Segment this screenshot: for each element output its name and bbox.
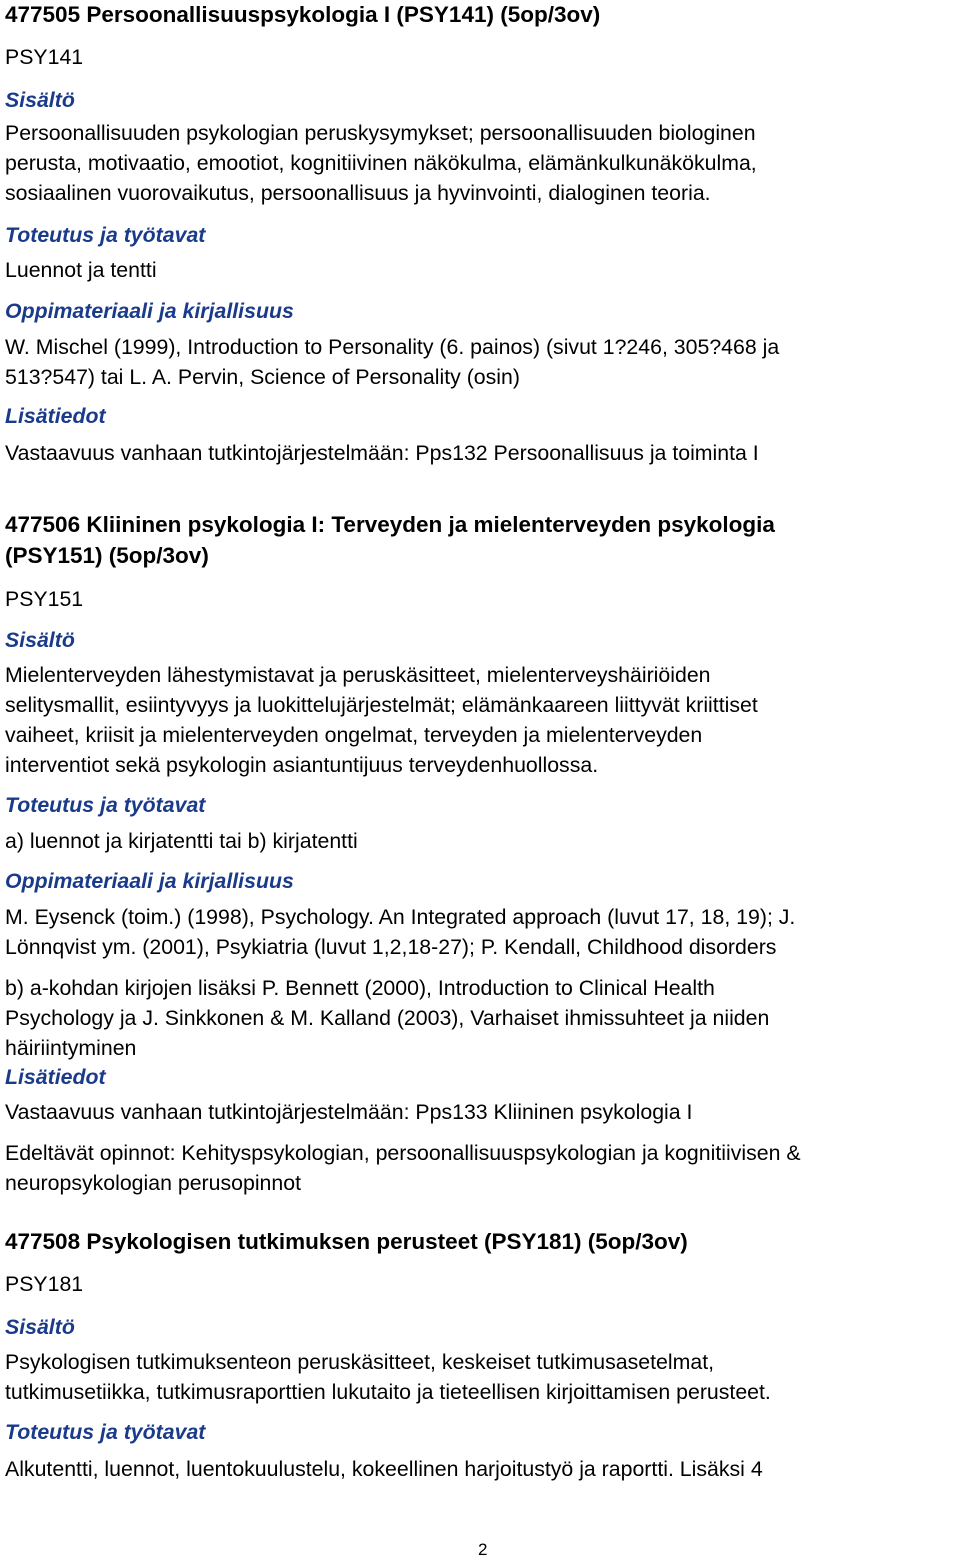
content-line: Persoonallisuuden psykologian peruskysymykset; persoonallisuuden biologinen: [5, 121, 756, 145]
implementation-line: Luennot ja tentti: [5, 258, 157, 282]
section-heading-content: Sisältö: [5, 628, 75, 652]
materials-line: W. Mischel (1999), Introduction to Personality (6. painos) (sivut 1?246, 305?468 ja: [5, 335, 780, 359]
content-line: perusta, motivaatio, emootiot, kognitiivinen näkökulma, elämänkulkunäkökulma,: [5, 151, 757, 175]
implementation-line: Alkutentti, luennot, luentokuulustelu, kokeellinen harjoitustyö ja raportti. Lisäksi 4: [5, 1457, 763, 1481]
info-line: Vastaavuus vanhaan tutkintojärjestelmään: Pps132 Persoonallisuus ja toiminta I: [5, 441, 759, 465]
materials-line: Lönnqvist ym. (2001), Psykiatria (luvut 1,2,18-27); P. Kendall, Childhood disorders: [5, 935, 777, 959]
section-heading-info: Lisätiedot: [5, 1065, 106, 1089]
section-heading-info: Lisätiedot: [5, 404, 106, 428]
section-heading-materials: Oppimateriaali ja kirjallisuus: [5, 299, 294, 323]
section-heading-content: Sisältö: [5, 88, 75, 112]
course-code: PSY141: [5, 45, 84, 69]
info-line: neuropsykologian perusopinnot: [5, 1171, 302, 1195]
course-title: 477506 Kliininen psykologia I: Terveyden ja mielenterveyden psykologia: [5, 512, 775, 537]
info-line: Edeltävät opinnot: Kehityspsykologian, persoonallisuuspsykologian ja kognitiivisen &: [5, 1141, 801, 1165]
materials-line: häiriintyminen: [5, 1036, 137, 1060]
content-line: tutkimusetiikka, tutkimusraporttien lukutaito ja tieteellisen kirjoittamisen perusteet.: [5, 1380, 771, 1404]
section-heading-materials: Oppimateriaali ja kirjallisuus: [5, 869, 294, 893]
content-line: sosiaalinen vuorovaikutus, persoonallisuus ja hyvinvointi, dialoginen teoria.: [5, 181, 711, 205]
section-heading-implementation: Toteutus ja työtavat: [5, 223, 206, 247]
content-line: interventiot sekä psykologin asiantuntijuus terveydenhuollossa.: [5, 753, 599, 777]
section-heading-content: Sisältö: [5, 1315, 75, 1339]
content-line: selitysmallit, esiintyvyys ja luokittelujärjestelmät; elämänkaareen liittyvät kriittiset: [5, 693, 758, 717]
materials-line: b) a-kohdan kirjojen lisäksi P. Bennett (2000), Introduction to Clinical Health: [5, 976, 715, 1000]
course-title: (PSY151) (5op/3ov): [5, 543, 209, 568]
implementation-line: a) luennot ja kirjatentti tai b) kirjatentti: [5, 829, 358, 853]
course-code: PSY181: [5, 1272, 84, 1296]
content-line: Mielenterveyden lähestymistavat ja peruskäsitteet, mielenterveyshäiriöiden: [5, 663, 711, 687]
content-line: Psykologisen tutkimuksenteon peruskäsitteet, keskeiset tutkimusasetelmat,: [5, 1350, 715, 1374]
section-heading-implementation: Toteutus ja työtavat: [5, 793, 206, 817]
course-title: 477508 Psykologisen tutkimuksen perusteet (PSY181) (5op/3ov): [5, 1229, 688, 1254]
course-code: PSY151: [5, 587, 84, 611]
content-line: vaiheet, kriisit ja mielenterveyden ongelmat, terveyden ja mielenterveyden: [5, 723, 703, 747]
materials-line: Psychology ja J. Sinkkonen & M. Kalland (2003), Varhaiset ihmissuhteet ja niiden: [5, 1006, 770, 1030]
info-line: Vastaavuus vanhaan tutkintojärjestelmään: Pps133 Kliininen psykologia I: [5, 1100, 693, 1124]
materials-line: M. Eysenck (toim.) (1998), Psychology. An Integrated approach (luvut 17, 18, 19); J.: [5, 905, 796, 929]
page-number: 2: [478, 1540, 488, 1559]
section-heading-implementation: Toteutus ja työtavat: [5, 1420, 206, 1444]
materials-line: 513?547) tai L. A. Pervin, Science of Personality (osin): [5, 365, 520, 389]
course-title: 477505 Persoonallisuuspsykologia I (PSY141) (5op/3ov): [5, 2, 601, 27]
